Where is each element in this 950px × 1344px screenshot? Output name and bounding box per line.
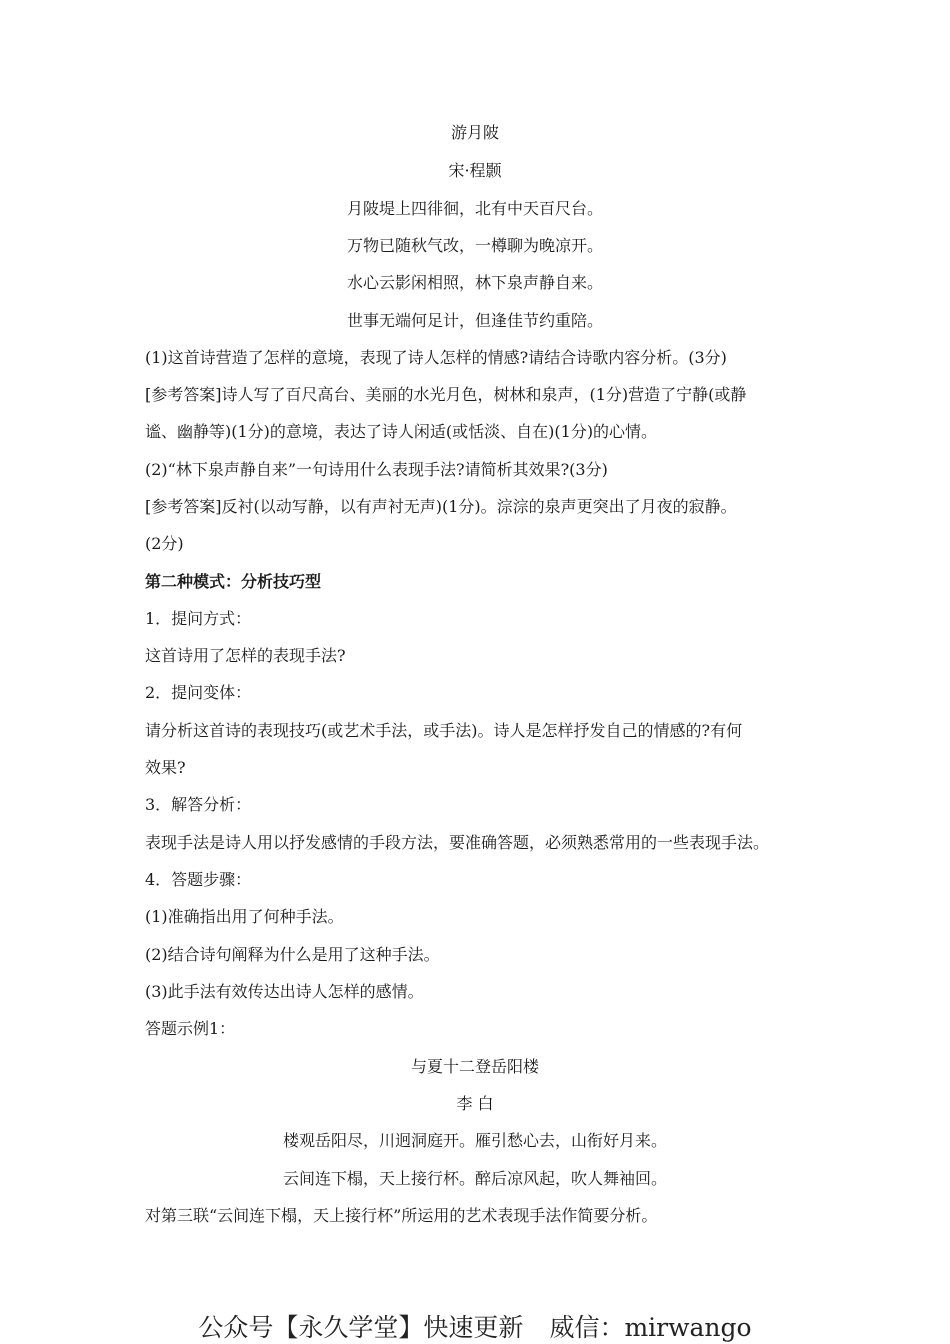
item4-label: 4．答题步骤： xyxy=(145,870,252,889)
example-label: 答题示例1： xyxy=(145,1019,236,1038)
step-2: (2)结合诗句阐释为什么是用了这种手法。 xyxy=(145,945,440,964)
section-heading: 第二种模式：分析技巧型 xyxy=(145,572,322,591)
q1-answer-line-1: [参考答案]诗人写了百尺高台、美丽的水光月色，树林和泉声，(1分)营造了宁静(或静 xyxy=(145,385,747,404)
poem1-line-3: 水心云影闲相照，林下泉声静自来。 xyxy=(346,273,603,292)
item2-label: 2．提问变体： xyxy=(145,683,252,702)
step-1: (1)准确指出用了何种手法。 xyxy=(145,907,344,926)
q2-answer-line-2: (2分) xyxy=(145,534,184,553)
poem2-line-2: 云间连下榻，天上接行杯。醉后凉风起，吹人舞袖回。 xyxy=(282,1169,667,1188)
footer-watermark xyxy=(0,1312,950,1344)
q1-answer-line-2: 谧、幽静等)(1分)的意境，表达了诗人闲适(或恬淡、自在)(1分)的心情。 xyxy=(145,422,658,441)
poem1-line-2: 万物已随秋气改，一樽聊为晚凉开。 xyxy=(346,236,603,255)
item3-label: 3．解答分析： xyxy=(145,795,252,814)
poem2-line-1: 楼观岳阳尽，川迥洞庭开。雁引愁心去，山衔好月来。 xyxy=(282,1131,667,1150)
poem2-question: 对第三联“云间连下榻，天上接行杯”所运用的艺术表现手法作简要分析。 xyxy=(145,1206,658,1225)
item2-text-line-1: 请分析这首诗的表现技巧(或艺术手法，或手法)。诗人是怎样抒发自己的情感的?有何 xyxy=(145,721,743,740)
q1-question: (1)这首诗营造了怎样的意境，表现了诗人怎样的情感?请结合诗歌内容分析。(3分) xyxy=(145,348,727,367)
poem1-title: 游月陂 xyxy=(450,123,499,142)
poem1-author: 宋·程颢 xyxy=(448,161,502,180)
footer-right-text: 威信：mirwango xyxy=(549,1313,752,1342)
step-3: (3)此手法有效传达出诗人怎样的感情。 xyxy=(145,982,424,1001)
poem1-line-4: 世事无端何足计，但逢佳节约重陪。 xyxy=(346,311,603,330)
q2-question: (2)“林下泉声静自来”一句诗用什么表现手法?请简析其效果?(3分) xyxy=(145,460,608,479)
poem2-title: 与夏十二登岳阳楼 xyxy=(410,1057,539,1076)
item2-text-line-2: 效果? xyxy=(145,758,186,777)
poem1-line-1: 月陂堤上四徘徊，北有中天百尺台。 xyxy=(346,199,603,218)
item3-text: 表现手法是诗人用以抒发感情的手段方法，要准确答题，必须熟悉常用的一些表现手法。 xyxy=(145,833,770,852)
footer-left-text: 公众号【永久学堂】快速更新 xyxy=(198,1313,524,1342)
item1-text: 这首诗用了怎样的表现手法? xyxy=(145,646,346,665)
item1-label: 1．提问方式： xyxy=(145,609,252,628)
poem2-author: 李 白 xyxy=(456,1094,494,1113)
q2-answer-line-1: [参考答案]反衬(以动写静，以有声衬无声)(1分)。淙淙的泉声更突出了月夜的寂静。 xyxy=(145,497,737,516)
